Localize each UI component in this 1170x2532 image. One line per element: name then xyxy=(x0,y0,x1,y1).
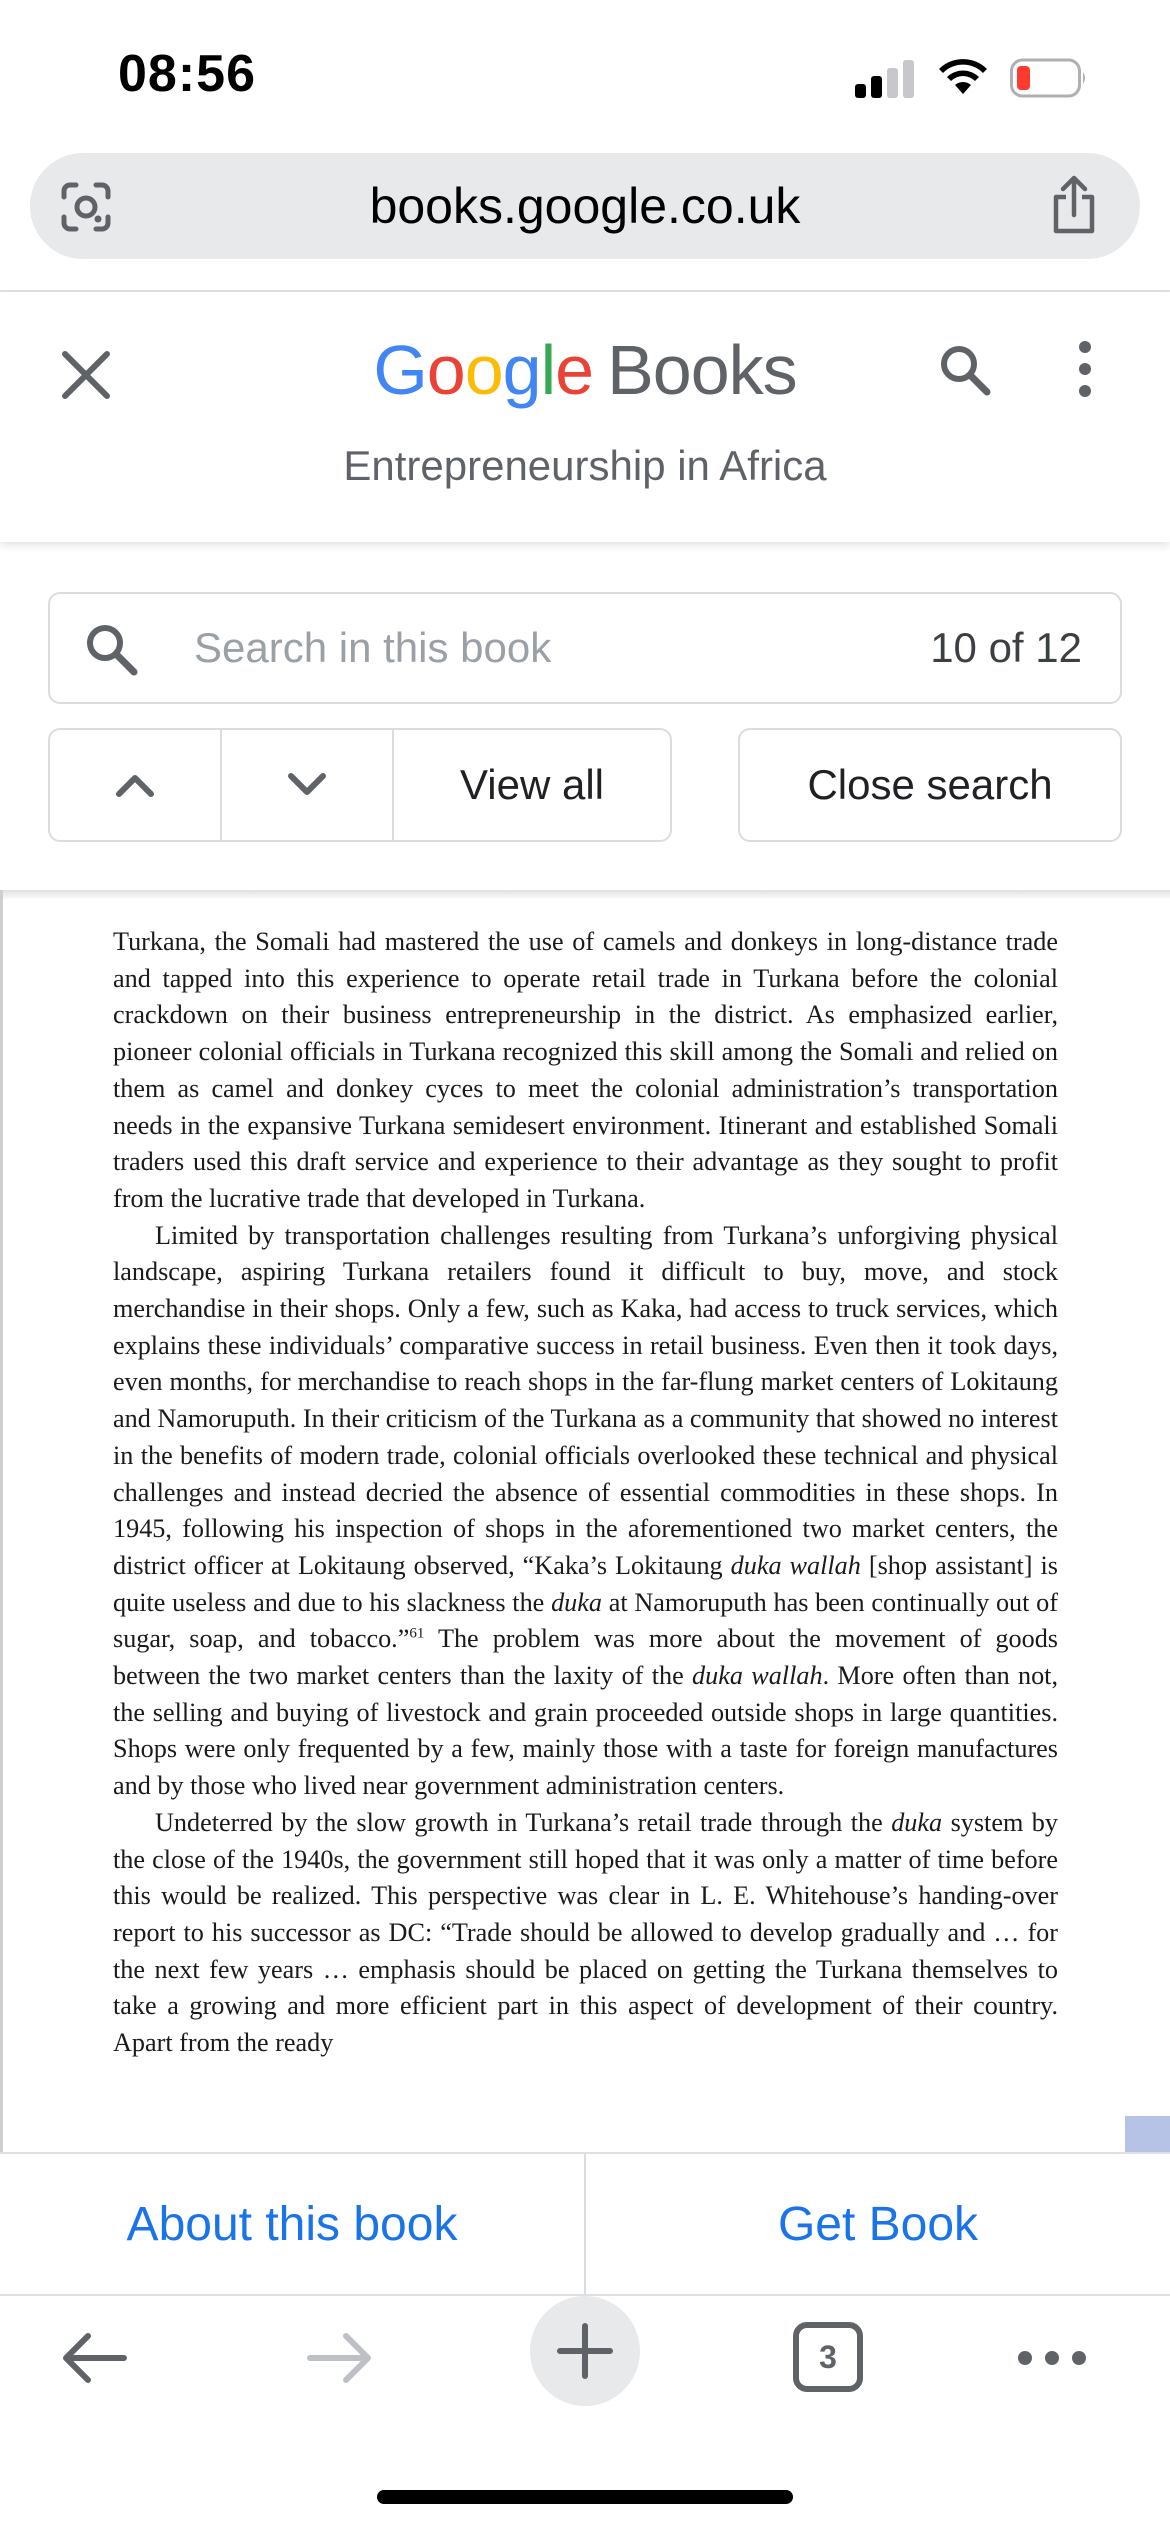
paragraph: Limited by transportation challenges resulting from Turkana’s unforgiving physical landscape, aspiring Turkana retailers found it difficult to buy, move, and stock merchandise in their shops. Only a few, such as Kaka, had access to truck services, which explains these individuals’ comparative success in retail business. Even then it took days, even months, for merchandise to reach shops in the far-flung market centers of Lokitaung and Namoruputh. In their criticism of the Turkana as a community that showed no interest in the benefits of modern trade, colonial officials overlooked these technical and physical challenges and instead decried the absence of essential commodities in these shops. In 1945, following his inspection of shops in the aforementioned two market centers, the district officer at Lokitaung observed, “Kaka’s Lokitaung duka wallah [shop assistant] is quite useless and due to his slackness the duka at Namoruputh has been continually out of sugar, soap, and tobacco.”$^{61}$ The problem was more about the movement of goods between the two market centers than the laxity of the duka wallah. More often than not, the selling and buying of livestock and grain proceeded outside shops in large quantities. Shops were only frequented by a few, mainly those with a taste for foreign manufactures and by those who lived near government administration centers. xyxy=(113,1220,1059,1801)
new-tab-button[interactable] xyxy=(530,2296,640,2406)
status-time: 08:56 xyxy=(118,45,256,103)
search-placeholder[interactable]: Search in this book xyxy=(194,624,552,671)
books-header xyxy=(0,292,1170,542)
page-edge xyxy=(0,890,3,2152)
paragraph: Undeterred by the slow growth in Turkana’s retail trade through the duka system by the close of the 1940s, the government still hoped that it was only a matter of time before this would be realized. This perspective was clear in L. E. Whitehouse’s handing-over report to his successor as DC: “Trade should be allowed to develop gradually and … for the next few years … emphasis should be placed on getting the Turkana themselves to take a growing and more efficient part in this aspect of development of their country. Apart from the ready xyxy=(113,1807,1058,2058)
next-result-button[interactable] xyxy=(222,730,394,840)
share-icon[interactable] xyxy=(1048,175,1100,235)
more-vert-icon[interactable] xyxy=(1070,338,1100,400)
more-horiz-icon[interactable] xyxy=(1015,2346,1089,2370)
view-all-button[interactable]: View all xyxy=(460,761,604,808)
book-page[interactable] xyxy=(0,890,1170,2152)
chevron-up-icon xyxy=(114,771,156,799)
cellular-signal-icon xyxy=(855,58,915,98)
back-arrow-icon[interactable] xyxy=(58,2328,130,2388)
google-books-logo: Google Books xyxy=(373,331,797,409)
paragraph: Turkana, the Somali had mastered the use of camels and donkeys in long-distance trade and tapped into this experience to operate retail trade in Turkana before the colonial crackdown on their business entrepreneurship in the district. As emphasized earlier, pioneer colonial officials in Turkana recognized this skill among the Somali and relied on them as camel and donkey cyces to meet the colonial administration’s transportation needs in the expansive Turkana semidesert environment. Itinerant and established Somali traders used this draft service and experience to their advantage as they sought to profit from the lucrative trade that developed in Turkana. xyxy=(113,927,1058,1213)
book-actions-bar xyxy=(0,2152,1170,2296)
scrollbar-thumb[interactable] xyxy=(1125,2116,1170,2152)
about-this-book-button[interactable]: About this book xyxy=(0,2154,586,2294)
footnote-ref: 61 xyxy=(409,1625,425,1642)
home-indicator[interactable] xyxy=(377,2490,793,2504)
book-title: Entrepreneurship in Africa xyxy=(343,442,827,489)
search-icon[interactable] xyxy=(935,340,995,400)
wifi-icon xyxy=(938,56,988,96)
previous-result-button[interactable] xyxy=(50,730,222,840)
search-panel xyxy=(0,542,1170,890)
plus-icon xyxy=(530,2296,640,2406)
page-text xyxy=(113,924,1058,2062)
status-bar xyxy=(0,0,1170,150)
get-book-button[interactable]: Get Book xyxy=(777,2197,979,2251)
tab-switcher-button[interactable]: 3 xyxy=(793,2322,863,2392)
battery-icon xyxy=(1010,58,1088,98)
search-in-book-input[interactable] xyxy=(48,592,1122,704)
forward-arrow-icon[interactable] xyxy=(304,2328,376,2388)
search-result-navigation xyxy=(48,728,672,842)
search-result-count: 10 of 12 xyxy=(930,624,1082,671)
url-text[interactable]: books.google.co.uk xyxy=(369,178,801,234)
search-icon xyxy=(82,620,140,678)
chevron-down-icon xyxy=(286,771,328,799)
close-search-button[interactable]: Close search xyxy=(738,728,1122,842)
address-bar[interactable] xyxy=(30,153,1140,259)
